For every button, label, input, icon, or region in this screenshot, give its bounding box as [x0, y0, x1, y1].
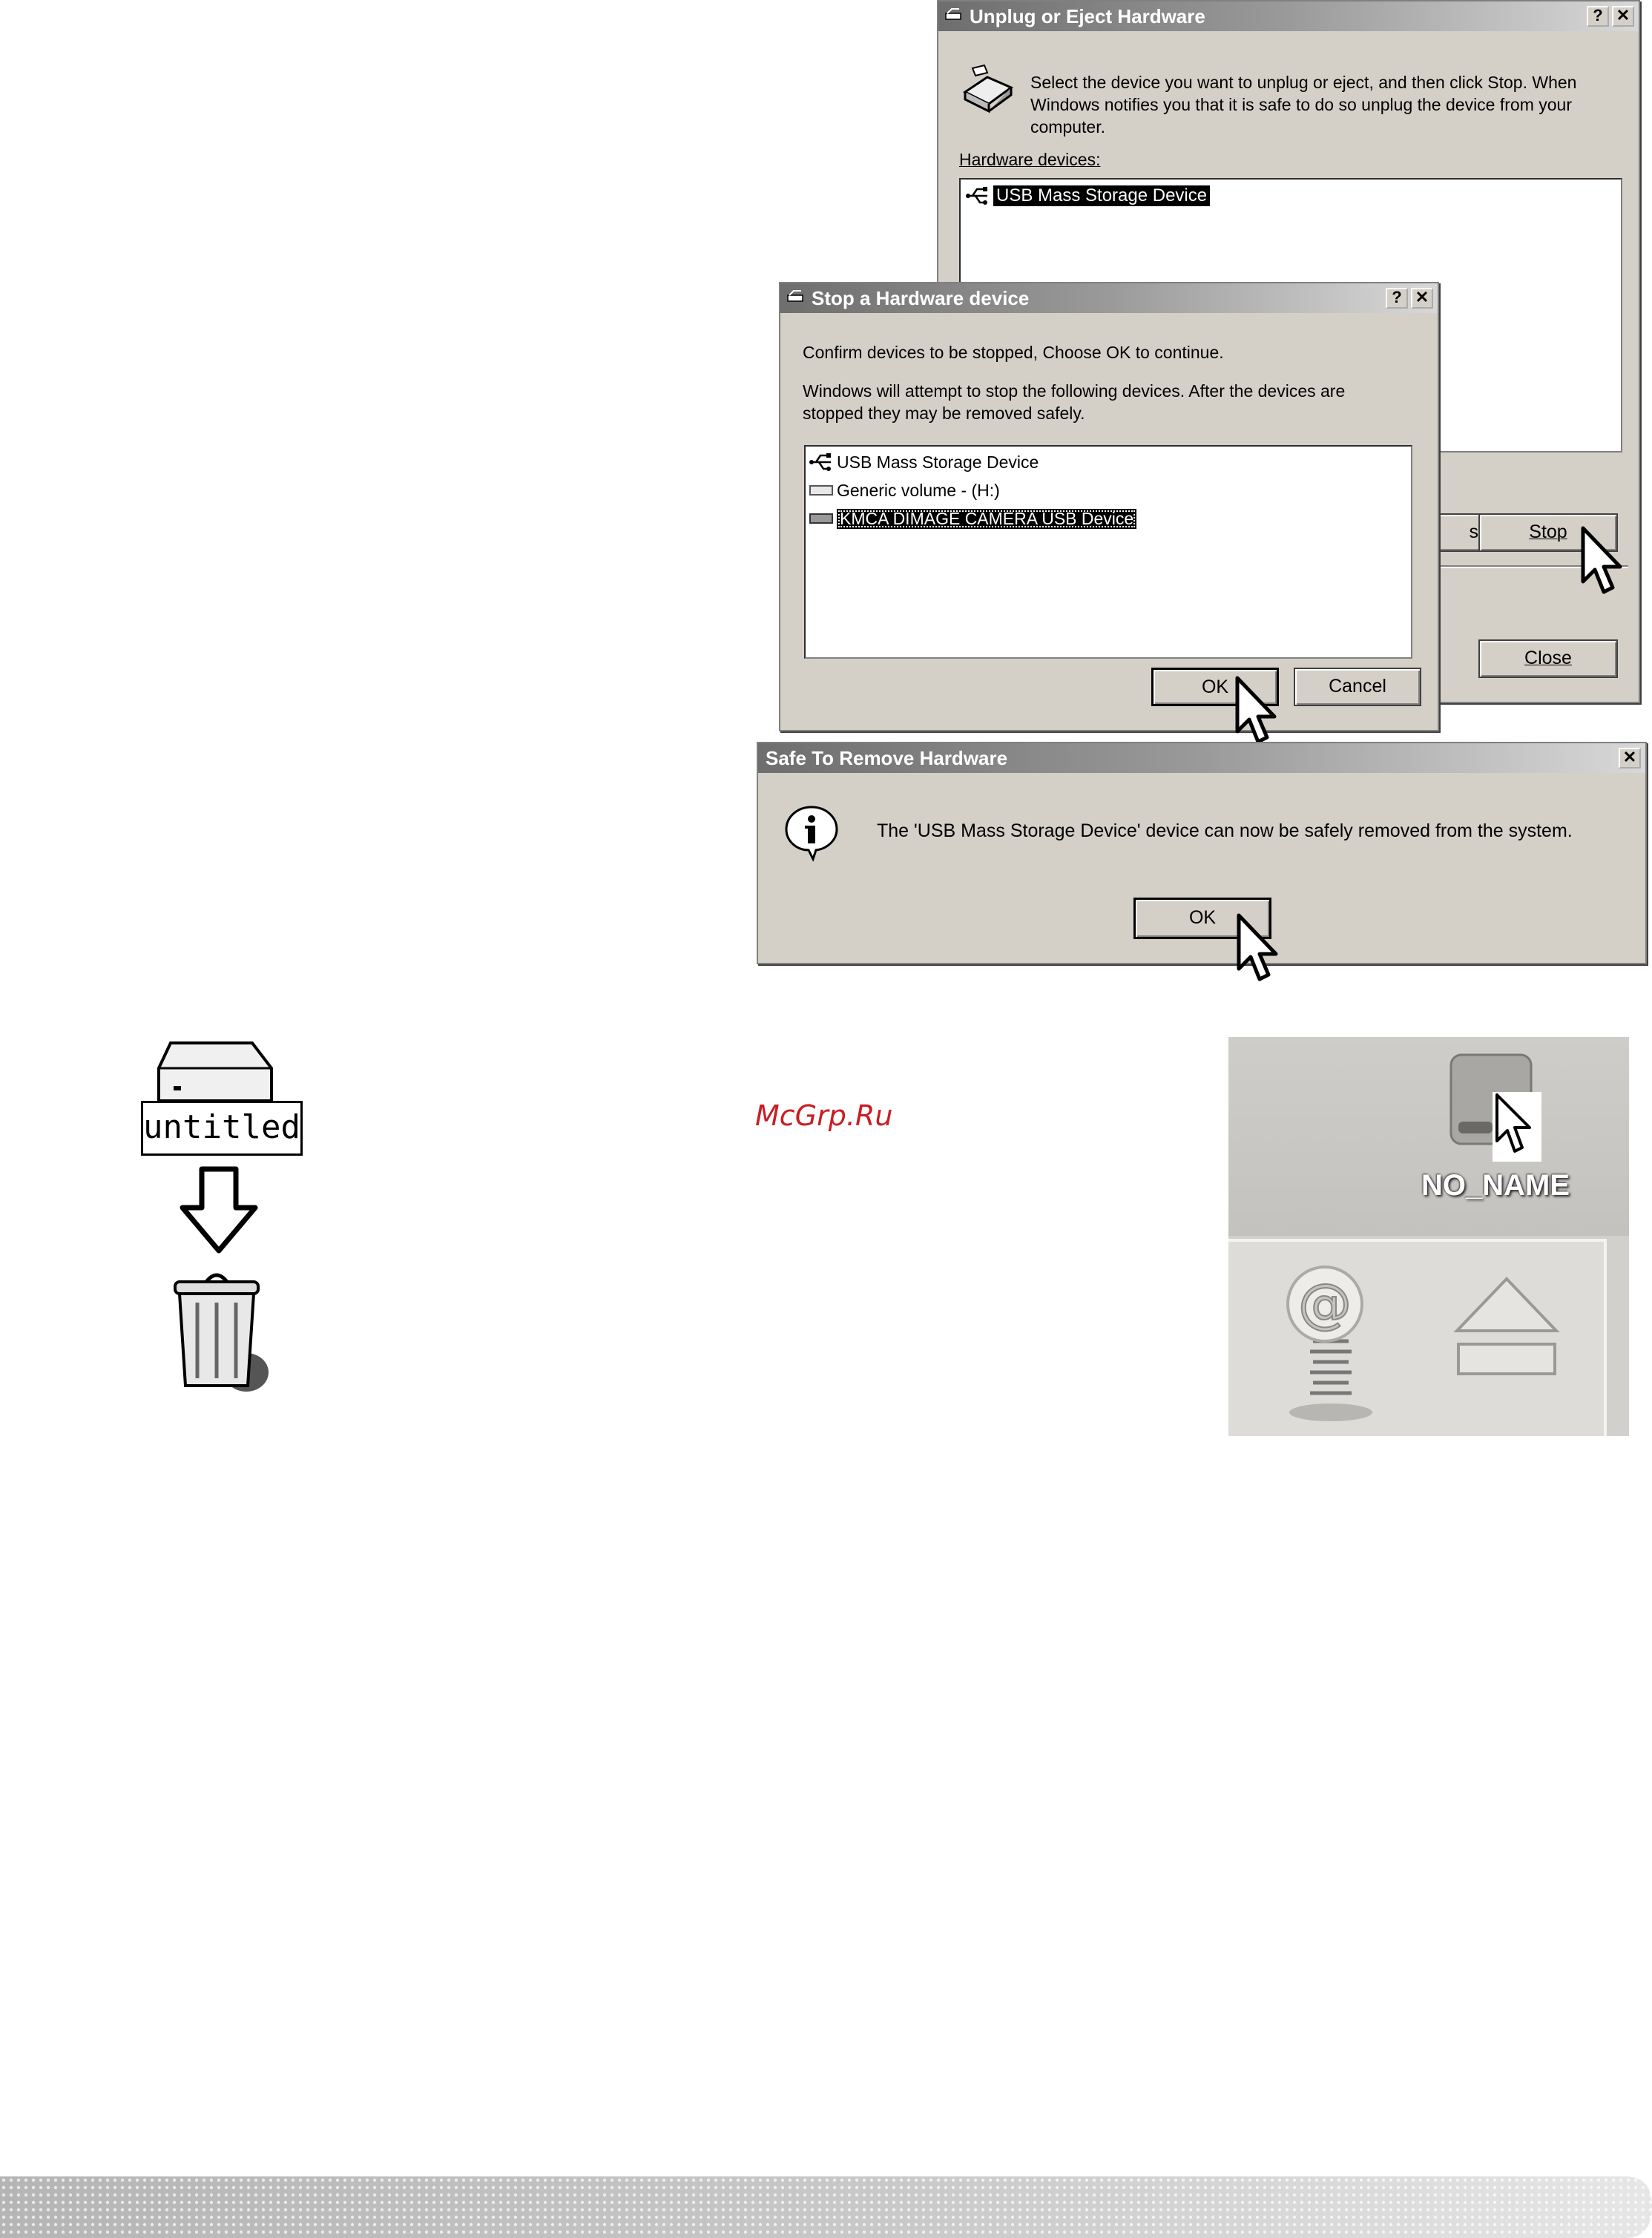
help-button[interactable]: ?: [1587, 6, 1609, 27]
down-arrow-icon: [178, 1166, 260, 1255]
watermark: McGrp.Ru: [755, 1099, 893, 1132]
stop-window-title: Stop a Hardware device: [812, 287, 1030, 309]
list-item[interactable]: [809, 450, 1039, 475]
usb-mass-storage-item: USB Mass Storage Device: [837, 452, 1039, 472]
hardware-icon: [944, 7, 964, 24]
svg-text:@: @: [1298, 1272, 1352, 1334]
unplug-window-title: Unplug or Eject Hardware: [970, 5, 1205, 27]
safe-remove-window: [757, 742, 1647, 964]
confirm-text: Confirm devices to be stopped, Choose OK to continue.: [803, 343, 1224, 362]
unplug-instructions: Select the device you want to unplug or eject, and then click Stop. When Windows notifies you that it is safe to do so unplug the device from your computer.: [1030, 73, 1577, 136]
stop-devices-list[interactable]: [804, 445, 1412, 659]
properties-button[interactable]: s: [1413, 513, 1487, 552]
close-button[interactable]: ✕: [1619, 748, 1641, 769]
trash-icon: [165, 1261, 291, 1395]
eject-hardware-icon: [958, 62, 1017, 119]
usb-icon: [809, 451, 834, 473]
drive-icon: [809, 510, 834, 527]
disk-drive-icon: [156, 1039, 274, 1105]
list-item[interactable]: [809, 478, 1000, 503]
ok-button[interactable]: OK: [1151, 668, 1279, 706]
drive-label[interactable]: untitled: [141, 1101, 303, 1156]
desktop-area: [1228, 1037, 1629, 1236]
mouse-pointer-icon: [1233, 675, 1292, 749]
safe-window-title: Safe To Remove Hardware: [766, 747, 1008, 769]
stop-title-bar[interactable]: [780, 283, 1438, 313]
cancel-button[interactable]: Cancel: [1294, 668, 1421, 706]
help-button[interactable]: ?: [1386, 288, 1408, 309]
close-button[interactable]: ✕: [1411, 288, 1433, 309]
eject-icon[interactable]: [1451, 1276, 1562, 1380]
attempt-text-1: Windows will attempt to stop the following devices. After the devices are: [803, 381, 1346, 401]
stop-button[interactable]: Stop: [1478, 513, 1618, 552]
footer-band: [0, 2176, 1652, 2238]
hardware-devices-label: Hardware devices:: [959, 150, 1101, 169]
info-icon: [782, 803, 841, 862]
usb-mass-storage-item: USB Mass Storage Device: [993, 185, 1210, 206]
drive-name-label[interactable]: NO_NAME: [1421, 1169, 1570, 1202]
osx-desktop-panel: [1228, 1037, 1629, 1436]
safe-message: The 'USB Mass Storage Device' device can now be safely removed from the system.: [877, 820, 1573, 841]
drive-icon: [809, 481, 834, 499]
attempt-text-2: stopped they may be removed safely.: [803, 404, 1085, 423]
usb-icon: [965, 185, 990, 207]
mail-icon[interactable]: [1266, 1260, 1392, 1423]
list-item[interactable]: [809, 506, 1136, 531]
unplug-title-bar[interactable]: [938, 1, 1639, 31]
stop-hardware-window: [779, 282, 1439, 731]
generic-volume-item: Generic volume - (H:): [837, 480, 1000, 500]
mouse-pointer-icon: [1493, 1092, 1541, 1162]
ok-button[interactable]: OK: [1133, 898, 1271, 939]
mouse-pointer-icon: [1234, 912, 1294, 987]
safe-title-bar[interactable]: [758, 743, 1645, 773]
hardware-icon: [786, 289, 806, 306]
mouse-pointer-icon: [1579, 525, 1638, 599]
close-button[interactable]: ✕: [1612, 6, 1634, 27]
camera-device-item: KMCA DIMAGE CAMERA USB Device: [837, 509, 1136, 529]
close-dialog-button[interactable]: Close: [1478, 639, 1618, 678]
list-item[interactable]: [965, 184, 1210, 208]
